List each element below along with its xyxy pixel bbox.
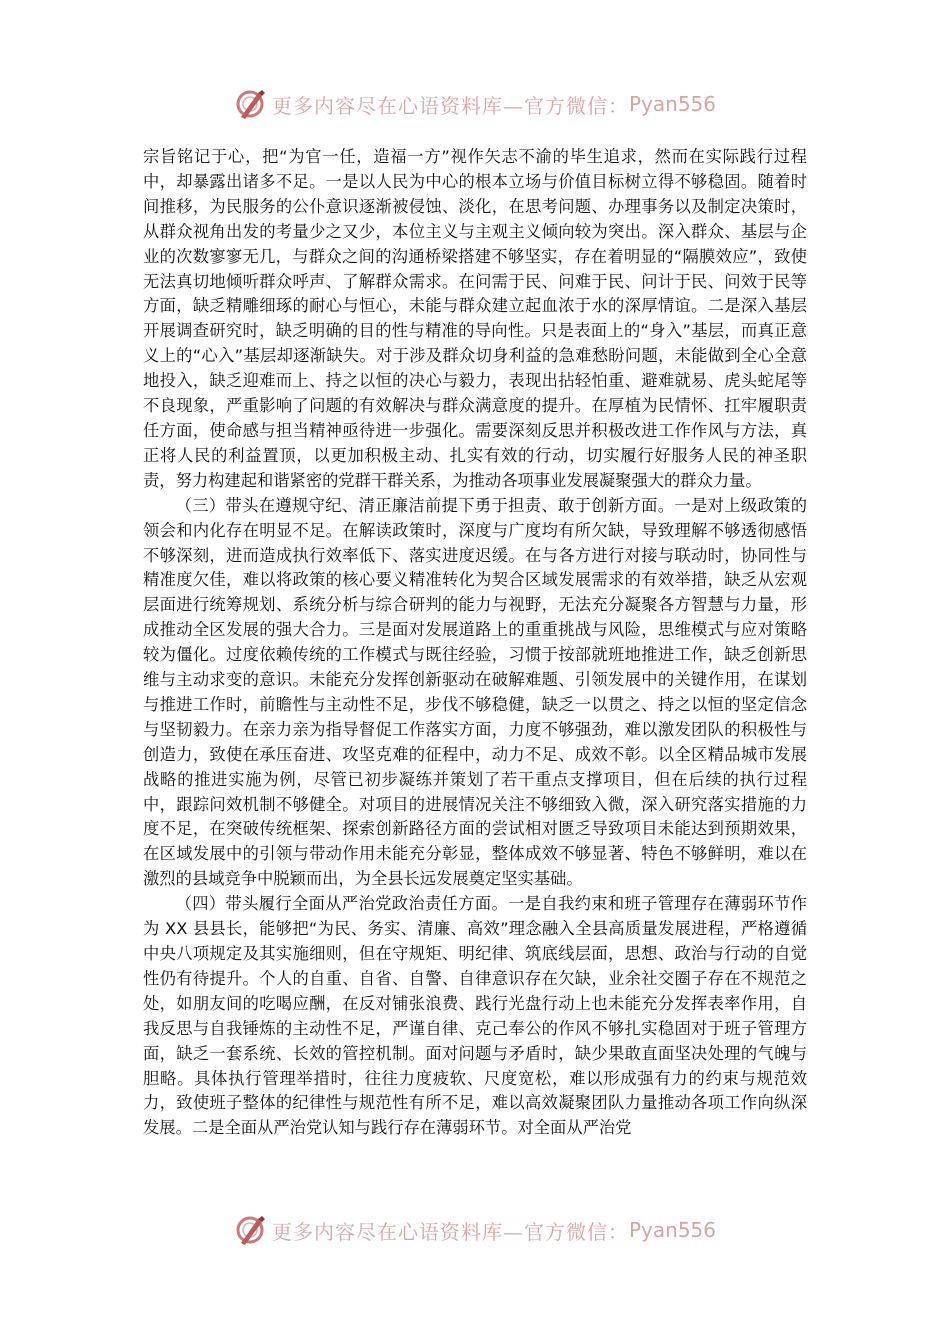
paragraph-continued: 宗旨铭记于心，把“为官一任，造福一方”视作矢志不渝的毕生追求，然而在实际践行过程中，却暴露出诸多不足。一是以人民为中心的根本立场与价值目标树立得不够稳固。随着时间推移，为民服务的公仆意识逐渐被侵蚀、淡化，在思考问题、办理事务以及制定决策时，从群众视角出发的考量少之又少，本位主义与主观主义倾向较为突出。深入群众、基层与企业的次数寥寥无几，与群众之间的沟通桥梁搭建不够坚实，存在着明显的“隔膜效应”，致使无法真切地倾听群众呼声、了解群众需求。在问需于民、问难于民、问计于民、问效于民等方面，缺乏精雕细琢的耐心与恒心，未能与群众建立起血浓于水的深厚情谊。二是深入基层开展调查研究时，缺乏明确的目的性与精准的导向性。只是表面上的“身入”基层，而真正意义上的“心入”基层却逐渐缺失。对于涉及群众切身利益的急难愁盼问题，未能做到全心全意地投入，缺乏迎难而上、持之以恒的决心与毅力，表现出拈轻怕重、避难就易、虎头蛇尾等不良现象，严重影响了问题的有效解决与群众满意度的提升。在厚植为民情怀、扛牢履职责任方面，使命感与担当精神亟待进一步强化。需要深刻反思并积极改进工作作风与方法，真正将人民的利益置顶，以更加积极主动、扎实有效的行动，切实履行好服务人民的神圣职责，努力构建起和谐紧密的党群干群关系，为推动各项事业发展凝聚强大的群众力量。 xyxy=(143,147,807,490)
paragraph-section-3: （三）带头在遵规守纪、清正廉洁前提下勇于担责、敢于创新方面。一是对上级政策的领会和内化存在明显不足。在解读政策时，深度与广度均有所欠缺，导致理解不够透彻感悟不够深刻，进而造成执行效率低下、落实进度迟缓。在与各方进行对接与联动时，协同性与精准度欠佳，难以将政策的核心要义精准转化为契合区域发展需求的有效举措，缺乏从宏观层面进行统筹规划、系统分析与综合研判的能力与视野，无法充分凝聚各方智慧与力量，形成推动全区发展的强大合力。三是面对发展道路上的重重挑战与风险，思维模式与应对策略较为僵化。过度依赖传统的工作模式与既往经验，习惯于按部就班地推进工作，缺乏创新思维与主动求变的意识。未能充分发挥创新驱动在破解难题、引领发展中的关键作用，在谋划与推进工作时，前瞻性与主动性不足，步伐不够稳健，缺乏一以贯之、持之以恒的坚定信念与坚韧毅力。在亲力亲为指导督促工作落实方面，力度不够强劲，难以激发团队的积极性与创造力，致使在承压奋进、攻坚克难的征程中，动力不足、成效不彰。以全区精品城市发展战略的推进实施为例，尽管已初步凝练并策划了若干重点支撑项目，但在后续的执行过程中，跟踪问效机制不够健全。对项目的进展情况关注不够细致入微，深入研究落实措施的力度不足，在突破传统框架、探索创新路径方面的尝试相对匮乏导致项目未能达到预期效果，在区域发展中的引领与带动作用未能充分彰显，整体成效不够显著、特色不够鲜明，难以在激烈的县域竞争中脱颖而出，为全县长远发展奠定坚实基础。 xyxy=(143,495,807,889)
watermark-header xyxy=(0,84,950,124)
watermark-wechat-id: Pyan556 xyxy=(628,1218,716,1242)
pen-circle-logo-icon xyxy=(234,87,268,121)
document-body xyxy=(143,145,807,1141)
paragraph-section-4: （四）带头履行全面从严治党政治责任方面。一是自我约束和班子管理存在薄弱环节作为 XX 县县长，能够把“为民、务实、清廉、高效”理念融入全县高质量发展进程，严格遵循中央八项规定及其实施细则，但在守规矩、明纪律、筑底线层面，思想、政治与行动的自觉性仍有待提升。个人的自重、自省、自警、自律意识存在欠缺，业余社交圈子存在不规范之处，如朋友间的吃喝应酬，在反对铺张浪费、践行光盘行动上也未能充分发挥表率作用，自我反思与自我锤炼的主动性不足，严谨自律、克己奉公的作风不够扎实稳固对于班子管理方面，缺乏一套系统、长效的管控机制。面对问题与矛盾时，缺少果敢直面坚决处理的气魄与胆略。具体执行管理举措时，往往力度疲软、尺度宽松，难以形成强有力的约束与规范效力，致使班子整体的纪律性与规范性有所不足，难以高效凝聚团队力量推动各项工作向纵深发展。二是全面从严治党认知与践行存在薄弱环节。对全面从严治党 xyxy=(143,894,807,1138)
watermark-text: 更多内容尽在心语资料库—官方微信： xyxy=(271,1219,629,1244)
watermark-footer xyxy=(0,1210,950,1250)
watermark-text: 更多内容尽在心语资料库—官方微信： xyxy=(271,93,629,118)
pen-circle-logo-icon xyxy=(234,1213,268,1247)
watermark-wechat-id: Pyan556 xyxy=(628,92,716,116)
